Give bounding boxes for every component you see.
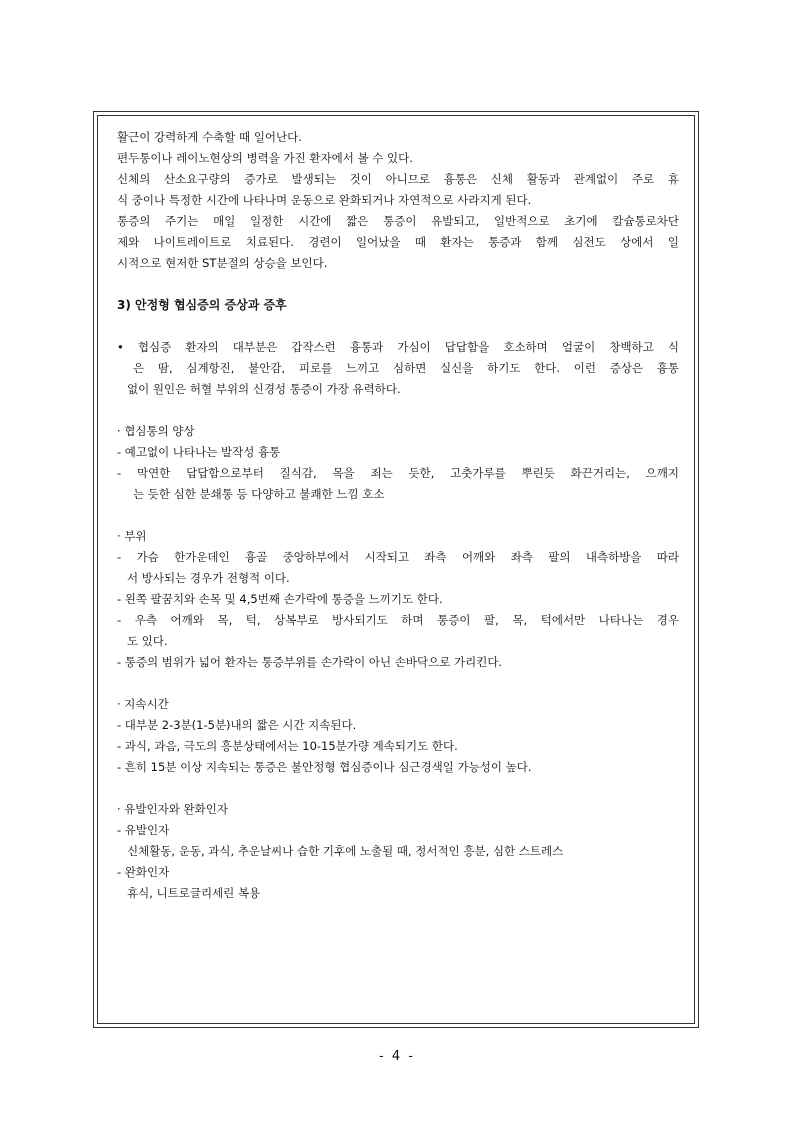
list-item: 서 방사되는 경우가 전형적 이다. — [127, 571, 290, 585]
list-item: - 통증의 범위가 넓어 환자는 통증부위를 손가락이 아닌 손바닥으로 가리킨다. — [117, 655, 503, 669]
relief-text: 휴식, 니트로글리세린 복용 — [127, 886, 261, 900]
trigger-label: - 유발인자 — [117, 823, 170, 837]
subsection-title: · 유발인자와 완화인자 — [117, 802, 228, 816]
page-number: - 4 - — [379, 1049, 415, 1064]
intro-paragraph — [117, 127, 679, 274]
summary-paragraph — [117, 337, 679, 400]
location-section — [117, 526, 679, 673]
duration-section — [117, 694, 679, 778]
factors-section — [117, 799, 679, 904]
list-item: - 흔히 15분 이상 지속되는 통증은 불안정형 협심증이나 심근경색일 가능성이 높다. — [117, 760, 532, 774]
list-item: 도 있다. — [127, 634, 168, 648]
list-item: - 가슴 한가운데인 흉골 중앙하부에서 시작되고 좌측 어깨와 좌측 팔의 내측하방을 따라 — [117, 550, 679, 564]
list-item: - 과식, 과음, 극도의 흥분상태에서는 10-15분가량 계속되기도 한다. — [117, 739, 458, 753]
pattern-section — [117, 421, 679, 505]
subsection-title: · 부위 — [117, 529, 147, 543]
list-item: - 우측 어깨와 목, 턱, 상복부로 방사되기도 하며 통증이 팔, 목, 턱에서만 나타나는 경우 — [117, 613, 679, 627]
list-item: - 대부분 2-3분(1-5분)내의 짧은 시간 지속된다. — [117, 718, 357, 732]
list-item: - 예고없이 나타나는 발작성 흉통 — [117, 445, 281, 459]
text-line: 편두통이나 레이노현상의 병력을 가진 환자에서 볼 수 있다. — [117, 151, 413, 165]
list-item: 는 듯한 심한 분쇄통 등 다양하고 불쾌한 느낌 호소 — [133, 487, 385, 501]
list-item: - 왼쪽 팔꿈치와 손목 및 4,5번째 손가락에 통증을 느끼기도 한다. — [117, 592, 443, 606]
text-line: 제와 나이트레이트로 치료된다. 경련이 일어났을 때 환자는 통증과 함께 심전도 상에서 일 — [117, 235, 679, 249]
relief-label: - 완화인자 — [117, 865, 170, 879]
subsection-title: · 협심통의 양상 — [117, 424, 195, 438]
section-heading: 3) 안정형 협심증의 증상과 증후 — [117, 298, 287, 312]
text-line: 활근이 강력하게 수축할 때 일어난다. — [117, 130, 302, 144]
text-line: 시적으로 현저한 ST분절의 상승을 보인다. — [117, 256, 328, 270]
text-line: 식 중이나 특정한 시간에 나타나며 운동으로 완화되거나 자연적으로 사라지게 된다. — [117, 193, 532, 207]
subsection-title: · 지속시간 — [117, 697, 169, 711]
trigger-text: 신체활동, 운동, 과식, 추운날씨나 습한 기후에 노출될 때, 정서적인 흥분, 심한 스트레스 — [127, 844, 564, 858]
text-line: 신체의 산소요구량의 증가로 발생되는 것이 아니므로 흉통은 신체 활동과 관계없이 주로 휴 — [117, 172, 679, 186]
text-line: 통증의 주기는 매일 일정한 시간에 짧은 통증이 유발되고, 일반적으로 초기에 칼슘통로차단 — [117, 214, 679, 228]
document-body — [117, 127, 679, 904]
list-item: - 막연한 답답함으로부터 질식감, 목을 죄는 듯한, 고춧가루를 뿌린듯 화끈거리는, 으깨지 — [117, 466, 679, 480]
text-line: 은 땀, 심계항진, 불안감, 피로를 느끼고 심하면 실신을 하기도 한다. 이런 증상은 흉통 — [133, 361, 679, 375]
text-line: • 협심증 환자의 대부분은 갑작스런 흉통과 가심이 답답함을 호소하며 얼굴이 창백하고 식 — [117, 340, 679, 354]
text-line: 없이 원인은 허혈 부위의 신경성 통증이 가장 유력하다. — [127, 382, 401, 396]
